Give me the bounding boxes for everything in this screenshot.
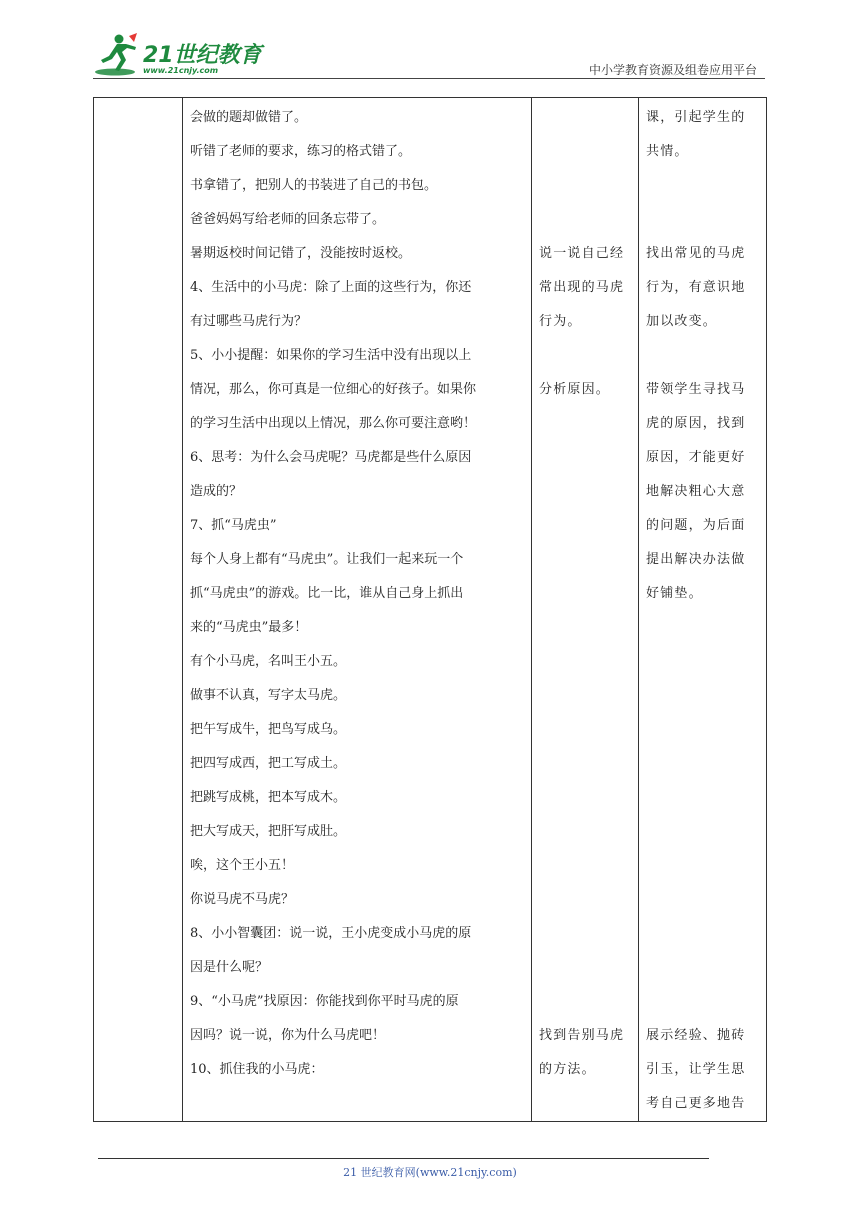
runner-logo-icon [93,30,145,80]
content-line: 8、小小智囊团：说一说，王小虎变成小马虎的原 [190,926,472,941]
content-line: 造成的？ [190,484,243,499]
intent-line: 提出解决办法做 [646,552,746,567]
activity-line: 行为。 [539,314,582,329]
intent-line: 原因，才能更好 [646,450,746,465]
table-row [94,98,767,1122]
logo-url: www.21cnjy.com [143,66,219,75]
logo-text: 21世纪教育 [143,43,262,68]
stage-cell [94,98,183,1122]
content-line: 会做的题却做错了。 [190,110,308,125]
content-line: 因吗？说一说，你为什么马虎吧！ [190,1028,386,1043]
content-line: 抓“马虎虫”的游戏。比一比，谁从自己身上抓出 [190,586,464,601]
student-activity-text [532,98,638,1087]
student-activity-cell [532,98,639,1122]
content-line: 4、生活中的小马虎：除了上面的这些行为，你还 [190,280,472,295]
content-line: 6、思考：为什么会马虎呢？马虎都是些什么原因 [190,450,472,465]
design-intent-text [639,98,766,1121]
intent-line: 虎的原因，找到 [646,416,746,431]
intent-line: 展示经验、抛砖 [646,1028,746,1043]
content-line: 有过哪些马虎行为？ [190,314,308,329]
content-line: 5、小小提醒：如果你的学习生活中没有出现以上 [190,348,472,363]
design-intent-cell [639,98,767,1122]
content-line: 的学习生活中出现以上情况，那么你可要注意哟！ [190,416,477,431]
content-line: 7、抓“马虎虫” [190,518,277,533]
content-text [183,98,531,1087]
content-line: 唉，这个王小五！ [190,858,295,873]
content-line: 有个小马虎，名叫王小五。 [190,654,347,669]
lesson-table [93,97,767,1122]
content-line: 因是什么呢？ [190,960,269,975]
activity-line: 的方法。 [539,1062,596,1077]
content-line: 爸爸妈妈写给老师的回条忘带了。 [190,212,386,227]
content-line: 情况，那么，你可真是一位细心的好孩子。如果你 [190,382,477,397]
activity-line: 常出现的马虎 [539,280,625,295]
intent-line: 课，引起学生的 [646,110,746,125]
footer-text: 21 世纪教育网(www.21cnjy.com) [343,1166,517,1179]
page-header [93,30,765,80]
content-line: 10、抓住我的小马虎： [190,1062,324,1077]
intent-line: 找出常见的马虎 [646,246,746,261]
content-line: 每个人身上都有“马虎虫”。让我们一起来玩一个 [190,552,464,567]
content-cell [183,98,532,1122]
intent-line: 共情。 [646,144,689,159]
activity-line: 说一说自己经 [539,246,625,261]
content-line: 书拿错了，把别人的书装进了自己的书包。 [190,178,438,193]
intent-line: 地解决粗心大意 [646,484,746,499]
platform-title: 中小学教育资源及组卷应用平台 [588,63,757,77]
intent-line: 引玉，让学生思 [646,1062,746,1077]
content-line: 把跳写成桃，把本写成木。 [190,790,347,805]
content-line: 把四写成西，把工写成土。 [190,756,347,771]
intent-line: 考自己更多地告 [646,1096,746,1111]
logo [93,30,293,80]
content-line: 9、“小马虎”找原因：你能找到你平时马虎的原 [190,994,459,1009]
activity-line: 找到告别马虎 [539,1028,625,1043]
intent-line: 加以改变。 [646,314,718,329]
content-line: 暑期返校时间记错了，没能按时返校。 [190,246,412,261]
intent-line: 好铺垫。 [646,586,703,601]
intent-line: 的问题，为后面 [646,518,746,533]
content-line: 来的“马虎虫”最多！ [190,620,308,635]
content-line: 把大写成天，把肝写成肚。 [190,824,347,839]
content-line: 做事不认真，写字太马虎。 [190,688,347,703]
footer-divider [98,1158,709,1159]
intent-line: 行为，有意识地 [646,280,746,295]
content-line: 你说马虎不马虎？ [190,892,295,907]
activity-line: 分析原因。 [539,382,611,397]
intent-line: 带领学生寻找马 [646,382,746,397]
header-divider [93,78,765,79]
content-line: 把午写成牛，把鸟写成乌。 [190,722,347,737]
content-line: 听错了老师的要求，练习的格式错了。 [190,144,412,159]
